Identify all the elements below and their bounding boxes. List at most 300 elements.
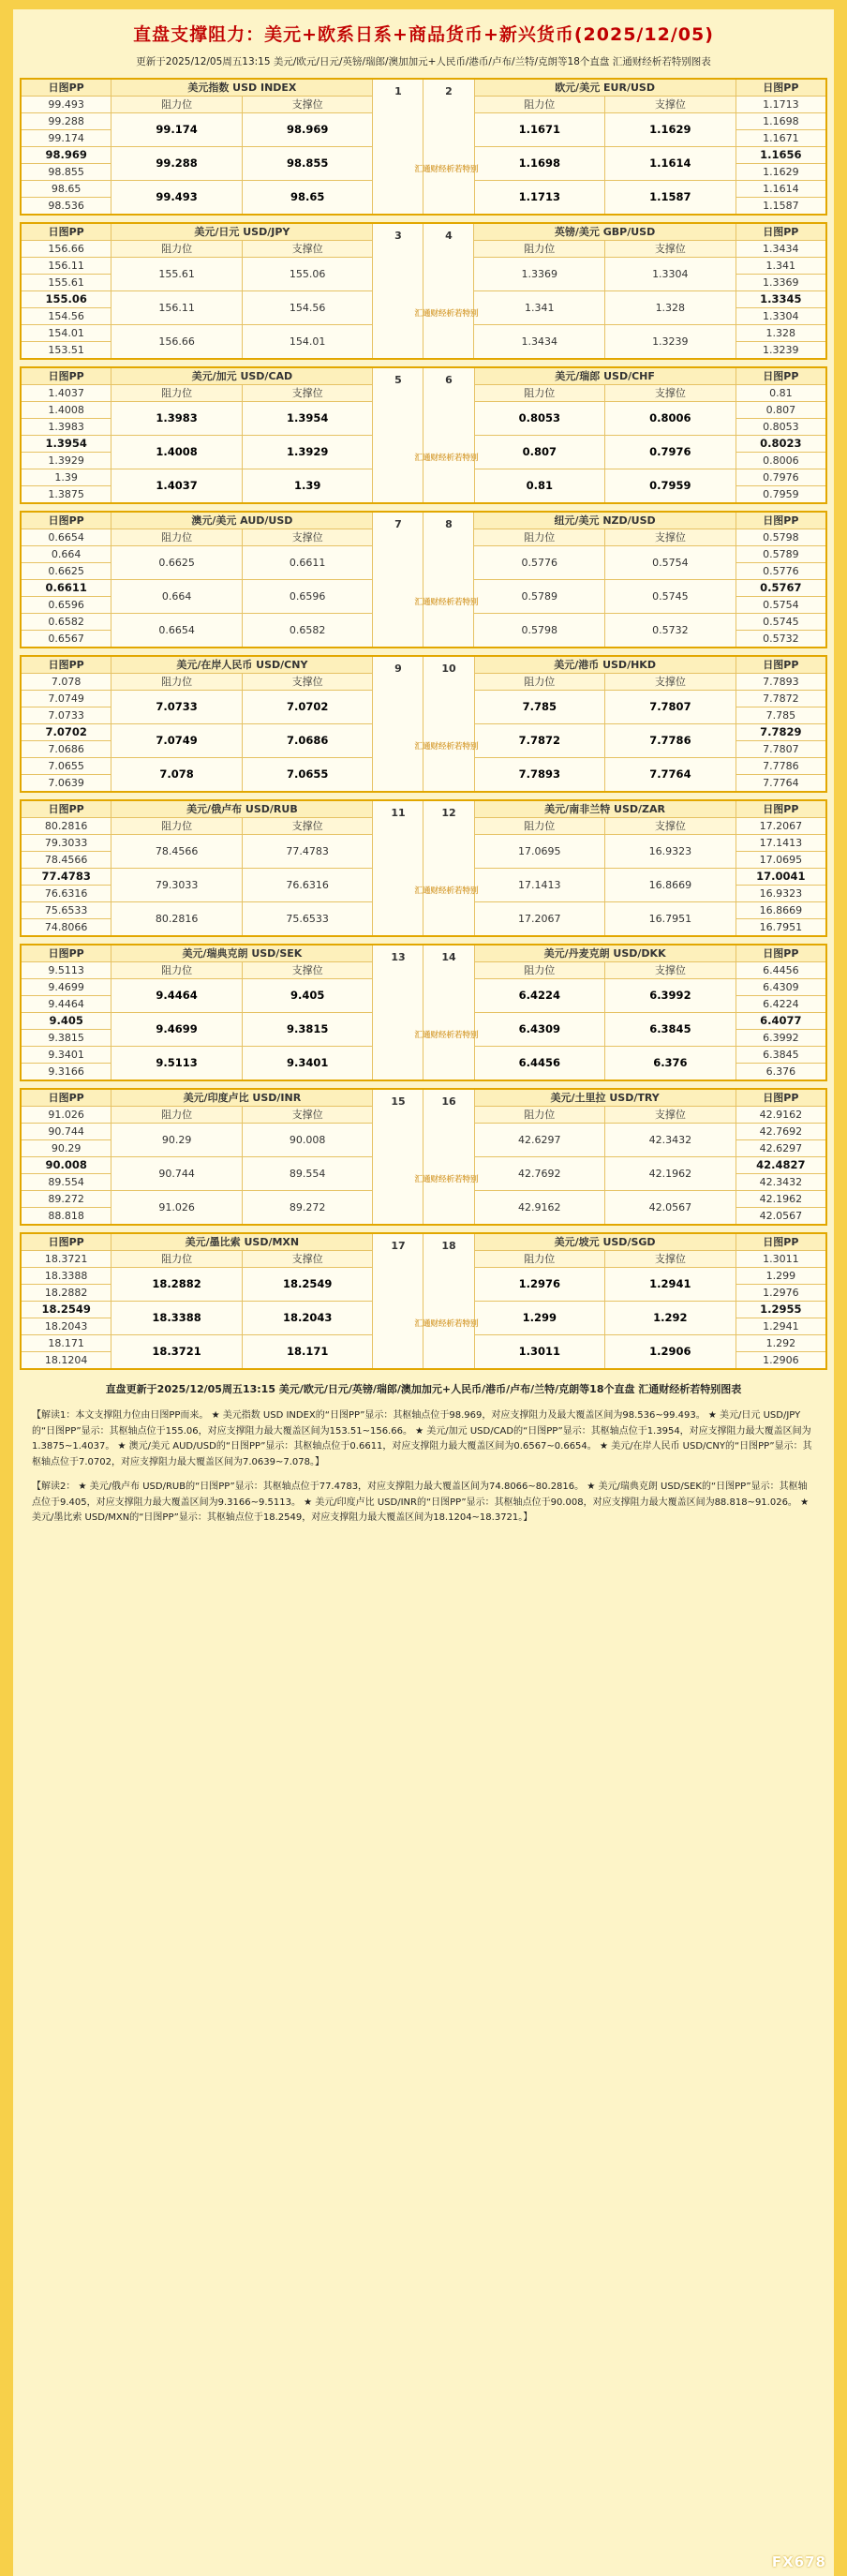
pp-value: 0.6625 [21,562,111,579]
pp-value: 7.0639 [21,774,111,792]
resistance-header-right: 阻力位 [474,240,605,257]
support-value: 18.171 [242,1334,373,1369]
resistance-value: 1.4008 [111,435,243,469]
pp-value: 99.174 [21,129,111,146]
resistance-value: 42.9162 [474,1190,605,1225]
pp-value: 0.6582 [21,613,111,630]
footer-heading: 直盘更新于2025/12/05周五13:15 美元/欧元/日元/英镑/瑞郎/澳加加元+人民币/港币/卢布/兰特/克朗等18个直盘 汇通财经析若特别图表 [105,1382,742,1395]
support-value: 42.3432 [605,1123,736,1156]
resistance-header-left: 阻力位 [111,1250,243,1267]
resistance-value: 17.2067 [474,901,605,936]
pp-value: 1.4008 [21,401,111,418]
pp-value: 7.078 [21,673,111,690]
pp-value: 1.3011 [736,1250,826,1267]
pair-name-left: 美元/日元 USD/JPY [111,223,373,241]
pp-value: 155.61 [21,274,111,290]
pp-value: 18.3388 [21,1267,111,1284]
resistance-value: 9.4699 [111,1012,243,1046]
pp-value: 77.4783 [21,868,111,885]
pair-name-left: 美元/俄卢布 USD/RUB [111,800,373,818]
support-header-right: 支撑位 [605,673,736,690]
support-header-right: 支撑位 [605,96,736,112]
pp-value: 0.7976 [736,469,826,485]
resistance-header-right: 阻力位 [474,817,605,834]
pp-value: 16.9323 [736,885,826,901]
pp-value: 6.4309 [736,978,826,995]
pair-name-right: 欧元/美元 EUR/USD [474,79,736,97]
pp-value: 90.744 [21,1123,111,1139]
pair-block [20,1232,827,1370]
resistance-value: 1.1698 [474,146,605,180]
resistance-value: 1.1671 [474,112,605,146]
pair-block [20,944,827,1081]
pp-header-left: 日图PP [21,945,111,962]
support-value: 0.5745 [605,579,736,613]
support-value: 1.39 [242,469,373,503]
watermark-text: 汇通财经析若特别 [399,309,493,320]
pp-value: 7.7872 [736,690,826,707]
support-value: 7.7786 [605,723,736,757]
support-value: 1.1614 [605,146,736,180]
pp-value: 89.272 [21,1190,111,1207]
pp-value: 76.6316 [21,885,111,901]
support-header-left: 支撑位 [242,384,373,401]
pp-header-right: 日图PP [736,656,826,674]
support-value: 0.7959 [605,469,736,503]
support-value: 98.855 [242,146,373,180]
pair-index-left: 7 [373,512,424,648]
support-value: 6.376 [605,1046,736,1080]
pp-value: 42.0567 [736,1207,826,1225]
pp-value: 0.5732 [736,630,826,648]
pp-value: 90.29 [21,1139,111,1156]
pp-value: 6.4456 [736,961,826,978]
support-header-right: 支撑位 [605,1250,736,1267]
resistance-header-left: 阻力位 [111,1106,243,1123]
pp-header-right: 日图PP [736,79,826,97]
support-header-left: 支撑位 [242,1250,373,1267]
support-value: 1.328 [605,290,736,324]
pp-header-left: 日图PP [21,1233,111,1251]
resistance-value: 90.744 [111,1156,243,1190]
pp-value: 0.5745 [736,613,826,630]
support-value: 0.5732 [605,613,736,648]
pp-value: 42.1962 [736,1190,826,1207]
pp-value: 99.493 [21,96,111,112]
support-value: 98.65 [242,180,373,215]
pp-value: 0.5776 [736,562,826,579]
support-value: 0.6611 [242,545,373,579]
pp-header-right: 日图PP [736,512,826,529]
support-value: 42.1962 [605,1156,736,1190]
resistance-value: 7.785 [474,690,605,723]
resistance-header-left: 阻力位 [111,384,243,401]
support-header-left: 支撑位 [242,529,373,545]
pp-value: 1.3875 [21,485,111,503]
support-value: 90.008 [242,1123,373,1156]
pp-value: 7.7893 [736,673,826,690]
pair-index-right: 14 汇通财经析若特别 [424,945,474,1080]
pp-value: 1.3929 [21,452,111,469]
resistance-header-left: 阻力位 [111,240,243,257]
resistance-value: 7.0749 [111,723,243,757]
pp-value: 1.1614 [736,180,826,197]
pair-name-left: 美元/印度卢比 USD/INR [111,1089,373,1107]
pair-index-right: 8 汇通财经析若特别 [424,512,474,648]
resistance-value: 0.5776 [474,545,605,579]
pp-value: 0.5798 [736,529,826,545]
resistance-value: 9.5113 [111,1046,243,1080]
support-value: 89.272 [242,1190,373,1225]
pp-header-left: 日图PP [21,79,111,97]
resistance-header-right: 阻力位 [474,673,605,690]
support-value: 1.2906 [605,1334,736,1369]
pair-index-left: 17 [373,1233,424,1369]
resistance-value: 18.2882 [111,1267,243,1301]
resistance-value: 0.81 [474,469,605,503]
pp-value: 9.5113 [21,961,111,978]
resistance-value: 18.3721 [111,1334,243,1369]
pair-index-left: 3 [373,223,424,359]
resistance-header-left: 阻力位 [111,96,243,112]
pair-name-right: 美元/坡元 USD/SGD [474,1233,736,1251]
resistance-value: 6.4456 [474,1046,605,1080]
support-value: 7.0686 [242,723,373,757]
support-value: 155.06 [242,257,373,290]
pp-value: 7.7829 [736,723,826,740]
resistance-value: 1.299 [474,1301,605,1334]
pp-value: 6.4077 [736,1012,826,1029]
resistance-value: 0.6625 [111,545,243,579]
support-value: 1.3954 [242,401,373,435]
pair-index-right: 12 汇通财经析若特别 [424,800,474,936]
pp-header-right: 日图PP [736,945,826,962]
pp-value: 7.7786 [736,757,826,774]
pp-header-left: 日图PP [21,800,111,818]
pp-header-left: 日图PP [21,367,111,385]
pp-value: 90.008 [21,1156,111,1173]
top-border [0,0,847,9]
pp-value: 89.554 [21,1173,111,1190]
pp-value: 7.785 [736,707,826,723]
pp-value: 74.8066 [21,918,111,936]
pp-value: 1.341 [736,257,826,274]
pp-value: 80.2816 [21,817,111,834]
pp-value: 0.6654 [21,529,111,545]
support-value: 75.6533 [242,901,373,936]
pp-value: 1.1713 [736,96,826,112]
pp-value: 6.4224 [736,995,826,1012]
pp-value: 0.7959 [736,485,826,503]
support-header-right: 支撑位 [605,961,736,978]
pp-value: 17.0695 [736,851,826,868]
page-title: 直盘支撑阻力：美元+欧系日系+商品货币+新兴货币(2025/12/05) [133,24,714,45]
support-value: 42.0567 [605,1190,736,1225]
pp-value: 1.292 [736,1334,826,1351]
pair-index-right: 2 汇通财经析若特别 [424,79,474,215]
resistance-value: 1.3369 [474,257,605,290]
resistance-header-right: 阻力位 [474,384,605,401]
pp-value: 1.2941 [736,1318,826,1334]
support-header-left: 支撑位 [242,817,373,834]
pp-value: 155.06 [21,290,111,307]
support-value: 6.3845 [605,1012,736,1046]
pp-value: 6.376 [736,1063,826,1080]
pp-value: 1.1656 [736,146,826,163]
resistance-value: 91.026 [111,1190,243,1225]
watermark-text: 汇通财经析若特别 [399,598,493,608]
pp-value: 7.0686 [21,740,111,757]
blocks-container [0,78,847,1370]
watermark-text: 汇通财经析若特别 [399,165,493,175]
support-value: 7.0655 [242,757,373,792]
pp-value: 156.11 [21,257,111,274]
pp-header-right: 日图PP [736,1089,826,1107]
pair-index-right: 10 汇通财经析若特别 [424,656,474,792]
support-value: 154.56 [242,290,373,324]
pp-value: 7.0702 [21,723,111,740]
watermark-text: 汇通财经析若特别 [399,1031,493,1041]
pp-value: 9.3815 [21,1029,111,1046]
support-value: 16.8669 [605,868,736,901]
support-value: 0.6596 [242,579,373,613]
resistance-value: 7.7872 [474,723,605,757]
pp-value: 7.7764 [736,774,826,792]
resistance-value: 155.61 [111,257,243,290]
resistance-header-right: 阻力位 [474,529,605,545]
pair-name-right: 美元/丹麦克朗 USD/DKK [474,945,736,962]
pp-value: 9.405 [21,1012,111,1029]
pp-header-left: 日图PP [21,512,111,529]
pp-value: 9.3166 [21,1063,111,1080]
resistance-value: 156.66 [111,324,243,359]
resistance-header-right: 阻力位 [474,961,605,978]
pp-value: 0.6611 [21,579,111,596]
support-header-left: 支撑位 [242,673,373,690]
support-value: 76.6316 [242,868,373,901]
pair-block [20,78,827,216]
resistance-value: 1.3983 [111,401,243,435]
pp-value: 1.1698 [736,112,826,129]
pp-value: 154.01 [21,324,111,341]
pp-value: 7.0733 [21,707,111,723]
resistance-value: 7.0733 [111,690,243,723]
resistance-value: 99.493 [111,180,243,215]
support-value: 98.969 [242,112,373,146]
support-value: 1.3929 [242,435,373,469]
pair-name-left: 美元指数 USD INDEX [111,79,373,97]
resistance-value: 6.4309 [474,1012,605,1046]
pp-value: 0.81 [736,384,826,401]
pair-name-left: 美元/在岸人民币 USD/CNY [111,656,373,674]
pp-header-right: 日图PP [736,223,826,241]
pp-value: 1.3304 [736,307,826,324]
watermark-text: 汇通财经析若特别 [399,886,493,897]
support-value: 16.7951 [605,901,736,936]
resistance-value: 1.1713 [474,180,605,215]
pp-value: 16.8669 [736,901,826,918]
pair-name-left: 美元/加元 USD/CAD [111,367,373,385]
support-value: 0.8006 [605,401,736,435]
footer-note-1: 【解读1：本文支撑阻力位由日图PP而来。 ★ 美元指数 USD INDEX的“日图PP”显示：其枢轴点位于98.969，对应支撑阻力及最大覆盖区间为98.536~99.493。 ★ 美元/日元 USD/JPY的“日图PP”显示：其枢轴点位于155.06，对应支撑阻力最大覆盖区间为153.51~156.66。 ★ 美元/加元 USD/CAD的“日图PP”显示：其枢轴点位于1.3954，对应支撑阻力最大覆盖区间为1.3875~1.4037。 ★ 澳元/美元 AUD/USD的“日图PP”显示：其枢轴点位于0.6611，对应支撑阻力最大覆盖区间为0.6567~0.6654。 ★ 美元/在岸人民币 USD/CNY的“日图PP”显示：其枢轴点位于7.0702，对应支撑阻力最大覆盖区间为7.0639~7.078。】 [32,1410,812,1467]
pp-value: 0.5789 [736,545,826,562]
pp-value: 1.2906 [736,1351,826,1369]
resistance-value: 79.3033 [111,868,243,901]
pp-value: 7.0749 [21,690,111,707]
pp-value: 18.2043 [21,1318,111,1334]
pp-value: 0.8023 [736,435,826,452]
pp-value: 1.1671 [736,129,826,146]
support-value: 0.5754 [605,545,736,579]
support-value: 1.1629 [605,112,736,146]
resistance-value: 0.807 [474,435,605,469]
support-value: 1.292 [605,1301,736,1334]
support-value: 1.1587 [605,180,736,215]
resistance-header-right: 阻力位 [474,1250,605,1267]
pp-value: 7.0655 [21,757,111,774]
pp-value: 16.7951 [736,918,826,936]
pair-name-right: 英镑/美元 GBP/USD [474,223,736,241]
pair-block [20,655,827,793]
pair-block [20,1088,827,1226]
pp-value: 1.3239 [736,341,826,359]
pp-value: 18.1204 [21,1351,111,1369]
support-value: 0.6582 [242,613,373,648]
support-header-right: 支撑位 [605,529,736,545]
pp-value: 1.3345 [736,290,826,307]
pair-name-right: 纽元/美元 NZD/USD [474,512,736,529]
support-header-right: 支撑位 [605,240,736,257]
pp-value: 18.171 [21,1334,111,1351]
support-header-right: 支撑位 [605,384,736,401]
resistance-value: 99.288 [111,146,243,180]
pair-index-right: 4 汇通财经析若特别 [424,223,474,359]
support-value: 7.0702 [242,690,373,723]
pair-name-right: 美元/土里拉 USD/TRY [474,1089,736,1107]
pair-name-right: 美元/南非兰特 USD/ZAR [474,800,736,818]
pair-index-right: 18 汇通财经析若特别 [424,1233,474,1369]
resistance-value: 17.0695 [474,834,605,868]
pair-index-left: 1 [373,79,424,215]
pp-value: 9.4699 [21,978,111,995]
pair-name-left: 美元/墨比索 USD/MXN [111,1233,373,1251]
support-header-left: 支撑位 [242,1106,373,1123]
resistance-value: 6.4224 [474,978,605,1012]
support-value: 154.01 [242,324,373,359]
pair-index-left: 15 [373,1089,424,1225]
support-value: 6.3992 [605,978,736,1012]
pair-name-right: 美元/港币 USD/HKD [474,656,736,674]
pp-value: 99.288 [21,112,111,129]
pair-index-left: 11 [373,800,424,936]
pair-block [20,366,827,504]
pp-value: 98.536 [21,197,111,215]
pp-value: 6.3845 [736,1046,826,1063]
resistance-value: 1.3011 [474,1334,605,1369]
resistance-value: 17.1413 [474,868,605,901]
resistance-value: 42.7692 [474,1156,605,1190]
pp-value: 0.5767 [736,579,826,596]
resistance-header-left: 阻力位 [111,673,243,690]
resistance-header-left: 阻力位 [111,817,243,834]
pp-value: 17.2067 [736,817,826,834]
support-value: 1.2941 [605,1267,736,1301]
support-value: 1.3239 [605,324,736,359]
pp-value: 1.3369 [736,274,826,290]
pp-value: 1.3954 [21,435,111,452]
pair-index-right: 16 汇通财经析若特别 [424,1089,474,1225]
support-value: 89.554 [242,1156,373,1190]
pair-block [20,511,827,648]
page-subtitle: 更新于2025/12/05周五13:15 美元/欧元/日元/英镑/瑞郎/澳加加元+人民币/港币/卢布/兰特/克朗等18个直盘 汇通财经析若特别图表 [136,56,711,67]
resistance-value: 78.4566 [111,834,243,868]
support-header-left: 支撑位 [242,96,373,112]
resistance-value: 1.4037 [111,469,243,503]
pp-value: 42.6297 [736,1139,826,1156]
pp-value: 154.56 [21,307,111,324]
support-value: 0.7976 [605,435,736,469]
pair-index-left: 13 [373,945,424,1080]
pp-header-right: 日图PP [736,1233,826,1251]
brand-logo: FX678 [771,2554,826,2570]
pp-header-left: 日图PP [21,656,111,674]
resistance-value: 0.8053 [474,401,605,435]
footer-note-2: 【解读2： ★ 美元/俄卢布 USD/RUB的“日图PP”显示：其枢轴点位于77.4783，对应支撑阻力最大覆盖区间为74.8066~80.2816。 ★ 美元/瑞典克朗 USD/SEK的“日图PP”显示：其枢轴点位于9.405，对应支撑阻力最大覆盖区间为9.3166~9.5113。 ★ 美元/印度卢比 USD/INR的“日图PP”显示：其枢轴点位于90.008，对应支撑阻力最大覆盖区间为88.818~91.026。 ★ 美元/墨比索 USD/MXN的“日图PP”显示：其枢轴点位于18.2549，对应支撑阻力最大覆盖区间为18.1204~18.3721。】 [32,1482,810,1524]
pp-value: 1.3434 [736,240,826,257]
pp-value: 1.2955 [736,1301,826,1318]
resistance-value: 9.4464 [111,978,243,1012]
resistance-value: 1.341 [474,290,605,324]
pp-value: 88.818 [21,1207,111,1225]
pp-value: 1.1629 [736,163,826,180]
resistance-header-left: 阻力位 [111,529,243,545]
pp-value: 42.7692 [736,1123,826,1139]
resistance-value: 7.7893 [474,757,605,792]
support-value: 7.7764 [605,757,736,792]
pair-name-left: 美元/瑞典克朗 USD/SEK [111,945,373,962]
resistance-header-right: 阻力位 [474,1106,605,1123]
support-value: 18.2043 [242,1301,373,1334]
resistance-value: 0.5798 [474,613,605,648]
resistance-value: 1.3434 [474,324,605,359]
pp-header-right: 日图PP [736,800,826,818]
pp-value: 79.3033 [21,834,111,851]
pair-index-left: 5 [373,367,424,503]
pp-value: 9.4464 [21,995,111,1012]
pp-value: 156.66 [21,240,111,257]
pp-value: 1.1587 [736,197,826,215]
pp-value: 1.3983 [21,418,111,435]
pp-header-left: 日图PP [21,1089,111,1107]
support-value: 9.3401 [242,1046,373,1080]
pair-block [20,222,827,360]
watermark-text: 汇通财经析若特别 [399,742,493,752]
pp-value: 0.5754 [736,596,826,613]
pp-value: 17.1413 [736,834,826,851]
resistance-header-left: 阻力位 [111,961,243,978]
support-value: 77.4783 [242,834,373,868]
support-value: 18.2549 [242,1267,373,1301]
pp-value: 18.3721 [21,1250,111,1267]
pp-value: 42.4827 [736,1156,826,1173]
pp-value: 7.7807 [736,740,826,757]
pair-index-right: 6 汇通财经析若特别 [424,367,474,503]
pp-value: 1.4037 [21,384,111,401]
pp-value: 1.2976 [736,1284,826,1301]
resistance-value: 80.2816 [111,901,243,936]
support-value: 9.3815 [242,1012,373,1046]
pair-name-left: 澳元/美元 AUD/USD [111,512,373,529]
